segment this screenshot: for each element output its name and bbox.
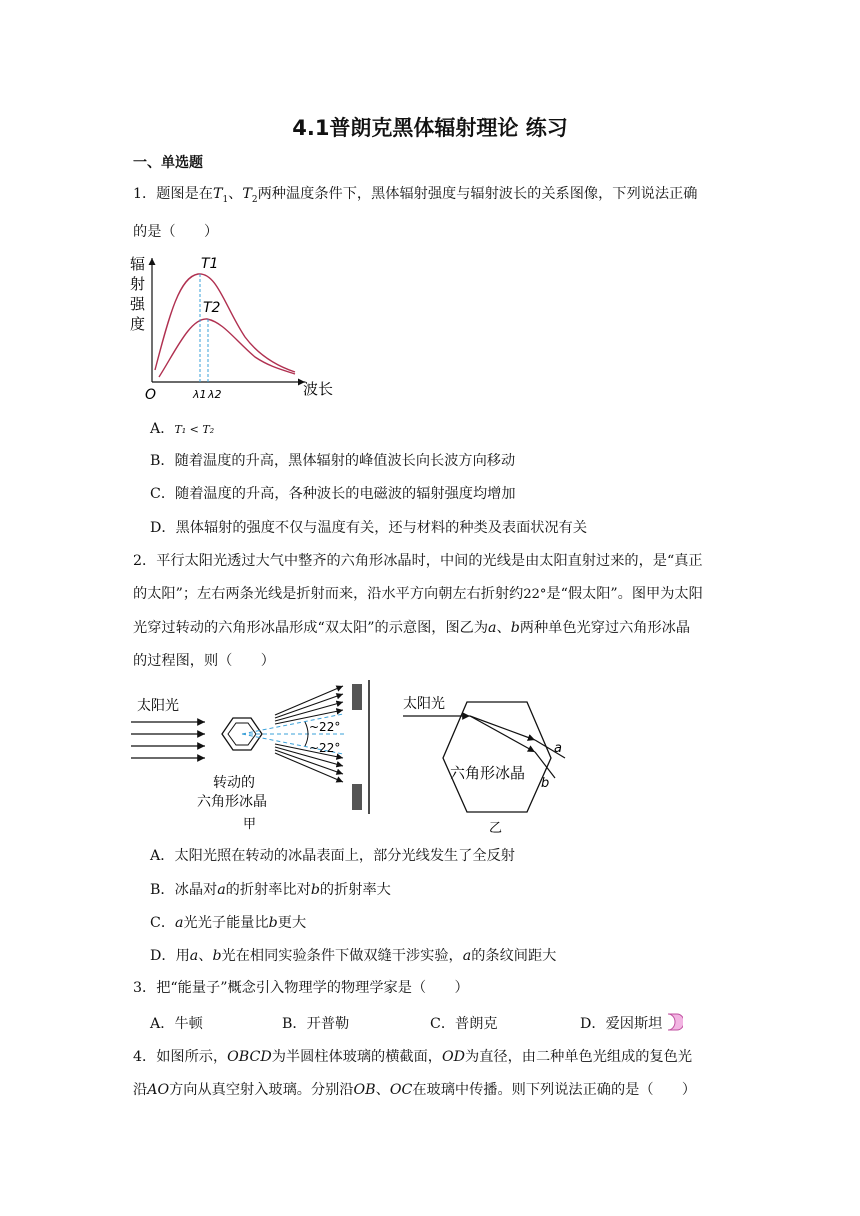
lambda2-label: λ2	[208, 388, 222, 401]
bookmark-icon[interactable]	[665, 1012, 683, 1032]
sunlight-label-right: 太阳光	[403, 696, 445, 712]
q3-option-d[interactable]: D．爱因斯坦	[580, 1016, 663, 1032]
y-label-4: 度	[130, 315, 146, 333]
y-label-1: 辐	[130, 255, 146, 273]
section-heading: 一、单选题	[133, 155, 203, 171]
q3-option-a[interactable]: A．牛顿	[150, 1016, 203, 1032]
angle-label-top: ~22°	[309, 720, 341, 734]
q3-stem: 3．把“能量子”概念引入物理学的物理学家是（ ）	[133, 980, 469, 996]
caption-left: 甲	[243, 817, 257, 832]
curve-t1	[155, 274, 295, 372]
q2-option-b[interactable]: B．冰晶对a的折射率比对b的折射率大	[150, 882, 391, 898]
refracted-up-1	[275, 686, 343, 715]
origin-label: O	[145, 387, 157, 402]
refracted-up-2	[275, 694, 343, 718]
q1-option-d[interactable]: D．黑体辐射的强度不仅与温度有关，还与材料的种类及表面状况有关	[150, 520, 588, 536]
q1-stem-line2: 的是（ ）	[133, 224, 219, 240]
q2-stem-line3: 光穿过转动的六角形冰晶形成“双太阳”的示意图，图乙为a、b两种单色光穿过六角形冰晶	[133, 620, 691, 636]
q4-stem-line1: 4．如图所示，OBCD为半圆柱体玻璃的横截面，OD为直径，由二种单色光组成的复色光	[133, 1049, 693, 1065]
q1-option-a[interactable]: A．T₁ < T₂	[150, 421, 215, 437]
q1-option-c[interactable]: C．随着温度的升高，各种波长的电磁波的辐射强度均增加	[150, 486, 516, 502]
q1-option-b[interactable]: B．随着温度的升高，黑体辐射的峰值波长向长波方向移动	[150, 453, 516, 469]
rotating-label: 转动的	[213, 775, 255, 791]
crystal-label-right: 六角形冰晶	[450, 764, 526, 782]
x-label: 波长	[303, 380, 334, 398]
crystal-label-left: 六角形冰晶	[197, 794, 267, 810]
ray-b-label: b	[541, 776, 550, 791]
curve-label-t1: T1	[201, 256, 219, 272]
q2-stem-line2: 的太阳”；左右两条光线是折射而来，沿水平方向朝左右折射约22°是“假太阳”。图甲为太阳	[133, 586, 703, 602]
q2-stem-line1: 2．平行太阳光透过大气中整齐的六角形冰晶时，中间的光线是由太阳直射过来的，是“真正	[133, 553, 703, 569]
curve-t2	[159, 319, 295, 377]
angle-label-bottom: ~22°	[309, 741, 341, 755]
q3-option-c[interactable]: C．普朗克	[430, 1016, 498, 1032]
q3-option-b[interactable]: B．开普勒	[282, 1016, 350, 1032]
q2-option-c[interactable]: C．a光光子能量比b更大	[150, 915, 307, 931]
q2-option-a[interactable]: A．太阳光照在转动的冰晶表面上，部分光线发生了全反射	[150, 848, 515, 864]
curve-label-t2: T2	[203, 300, 221, 316]
q1-stem-line1: 1．题图是在$T_1$、$T_2$两种温度条件下，黑体辐射强度与辐射波长的关系图像，下列说法正确	[133, 186, 698, 205]
y-label-2: 射	[130, 275, 146, 293]
sunlight-label-left: 太阳光	[137, 698, 179, 714]
outgoing-ray-b	[535, 752, 555, 778]
inner-ray-b	[470, 716, 535, 752]
q2-option-d[interactable]: D．用a、b光在相同实验条件下做双缝干涉实验，a的条纹间距大	[150, 948, 557, 964]
q4-stem-line2: 沿AO方向从真空射入玻璃。分别沿OB、OC在玻璃中传播。则下列说法正确的是（ ）	[133, 1082, 697, 1098]
blackbody-radiation-figure	[125, 252, 370, 402]
hexagon-crystal	[443, 702, 551, 812]
ice-crystal-figure	[125, 680, 585, 840]
q2-stem-line4: 的过程图，则（ ）	[133, 653, 275, 669]
ray-a-label: a	[554, 741, 562, 756]
caption-right: 乙	[489, 821, 503, 836]
lambda1-label: λ1	[193, 388, 207, 401]
refracted-down-4	[275, 753, 343, 782]
y-label-3: 强	[130, 295, 146, 313]
refracted-up-3	[275, 702, 343, 721]
sun-image-bottom	[352, 784, 362, 810]
sun-image-top	[352, 684, 362, 710]
page-title: 4.1普朗克黑体辐射理论 练习	[292, 116, 568, 140]
inner-ray-a	[470, 716, 535, 740]
